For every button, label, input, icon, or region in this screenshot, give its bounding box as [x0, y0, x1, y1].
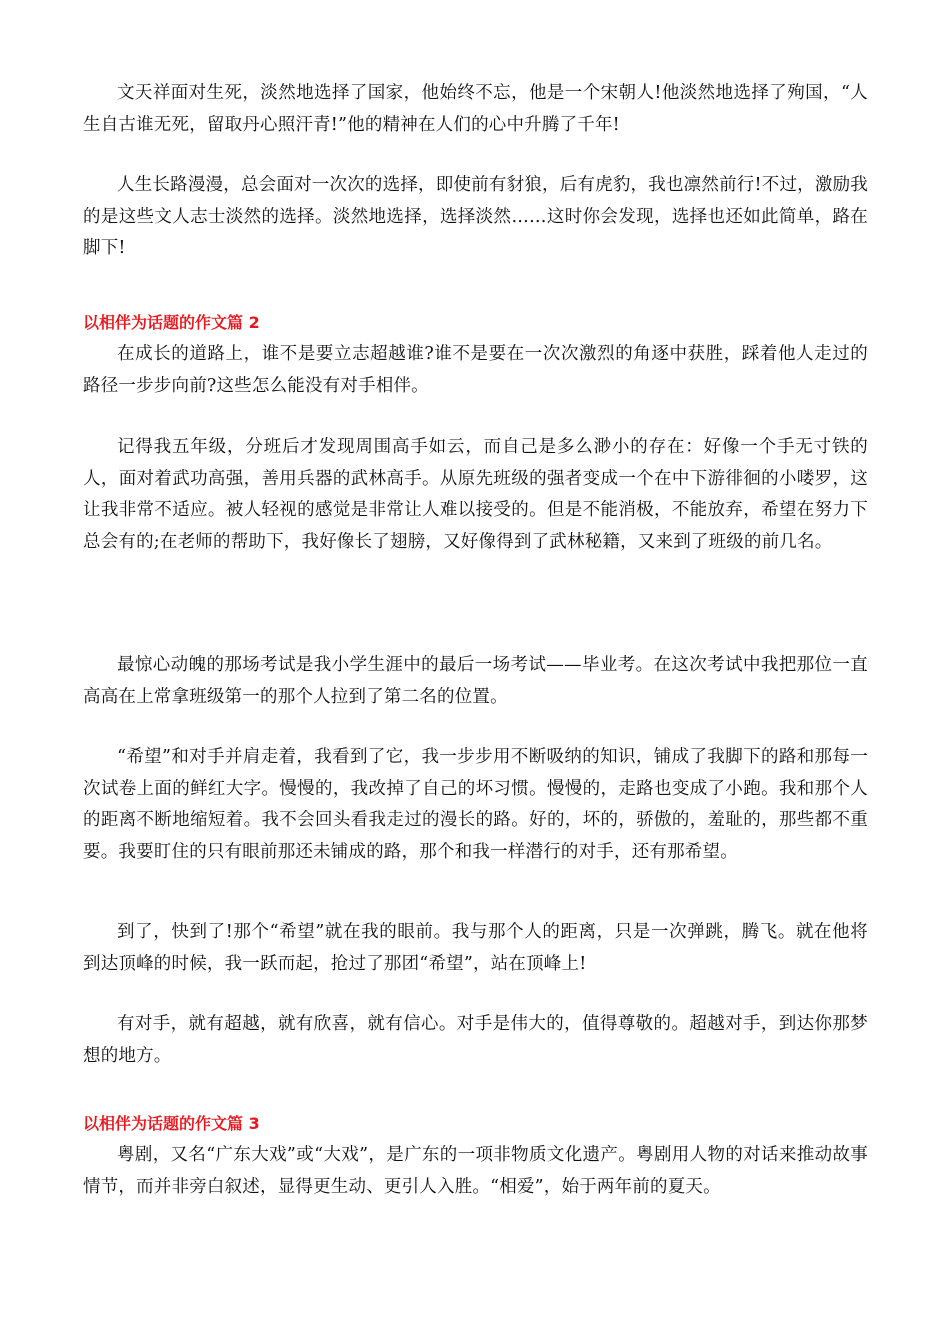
section-heading: 以相伴为话题的作文篇 3: [83, 1114, 260, 1133]
paragraph: 粤剧，又名“广东大戏”或“大戏”，是广东的一项非物质文化遗产。粤剧用人物的对话来推动故事情节，而并非旁白叙述，显得更生动、更引人入胜。“相爱”，始于两年前的夏天。: [83, 1145, 868, 1197]
paragraph: 到了，快到了!那个“希望”就在我的眼前。我与那个人的距离，只是一次弹跳，腾飞。就在他将到达顶峰的时候，我一跃而起，抢过了那团“希望”，站在顶峰上!: [83, 922, 868, 974]
paragraph: 文天祥面对生死，淡然地选择了国家，他始终不忘，他是一个宋朝人!他淡然地选择了殉国，“人生自古谁无死，留取丹心照汗青!”他的精神在人们的心中升腾了千年!: [83, 83, 868, 135]
paragraph: 记得我五年级，分班后才发现周围高手如云，而自己是多么渺小的存在：好像一个手无寸铁的人，面对着武功高强，善用兵器的武林高手。从原先班级的强者变成一个在中下游徘徊的小喽罗，这让我非常不适应。被人轻视的感觉是非常让人难以接受的。但是不能消极，不能放弃，希望在努力下总会有的;在老师的帮助下，我好像长了翅膀，又好像得到了武林秘籍，又来到了班级的前几名。: [83, 437, 868, 552]
section-heading: 以相伴为话题的作文篇 2: [83, 313, 260, 332]
paragraph: “希望”和对手并肩走着，我看到了它，我一步步用不断吸纳的知识，铺成了我脚下的路和那每一次试卷上面的鲜红大字。慢慢的，我改掉了自己的坏习惯。慢慢的，走路也变成了小跑。我和那个人的距离不断地缩短着。我不会回头看我走过的漫长的路。好的，坏的，骄傲的，羞耻的，那些都不重要。我要盯住的只有眼前那还未铺成的路，那个和我一样潜行的对手，还有那希望。: [83, 747, 868, 862]
paragraph: 有对手，就有超越，就有欣喜，就有信心。对手是伟大的，值得尊敬的。超越对手，到达你那梦想的地方。: [83, 1014, 868, 1066]
paragraph: 人生长路漫漫，总会面对一次次的选择，即使前有豺狼，后有虎豹，我也凛然前行!不过，激励我的是这些文人志士淡然的选择。淡然地选择，选择淡然……这时你会发现，选择也还如此简单，路在脚下!: [83, 175, 868, 258]
paragraph: 最惊心动魄的那场考试是我小学生涯中的最后一场考试——毕业考。在这次考试中我把那位一直高高在上常拿班级第一的那个人拉到了第二名的位置。: [83, 655, 868, 707]
paragraph: 在成长的道路上，谁不是要立志超越谁?谁不是要在一次次激烈的角逐中获胜，踩着他人走过的路径一步步向前?这些怎么能没有对手相伴。: [83, 344, 868, 396]
